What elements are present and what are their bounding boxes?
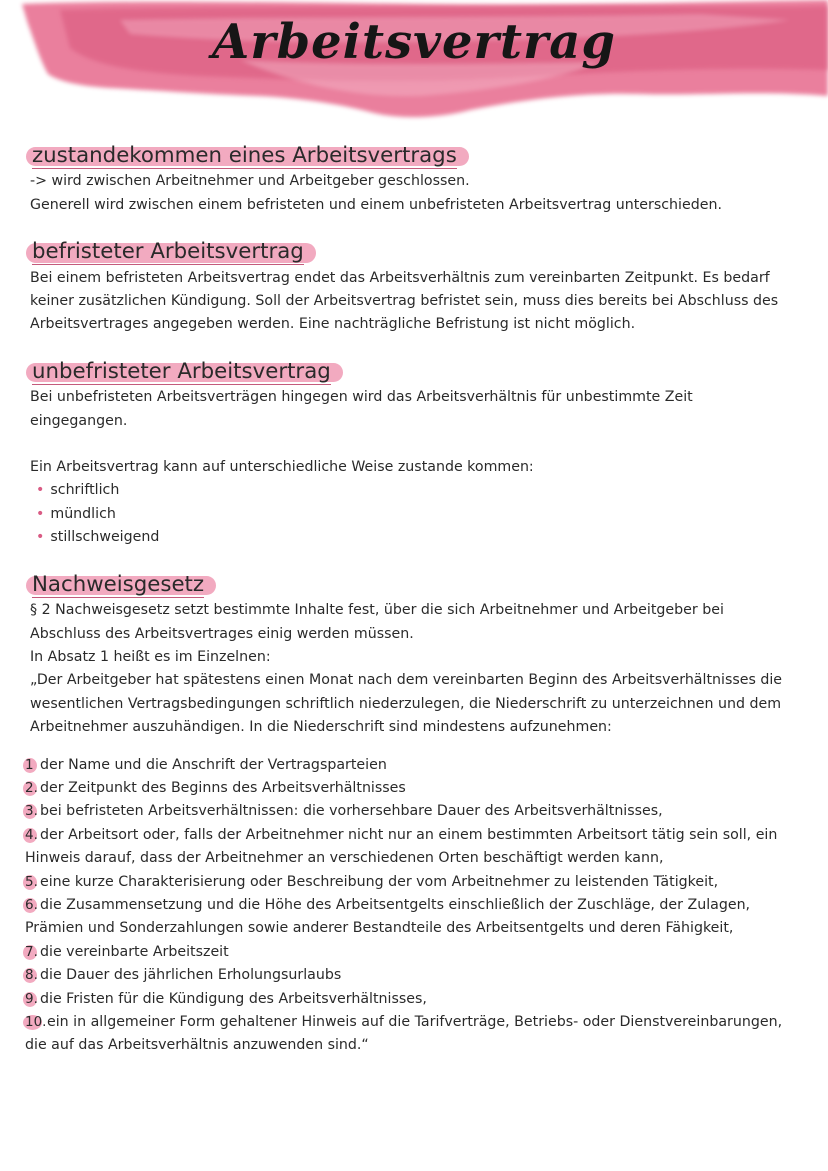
list-item: 9. die Fristen für die Kündigung des Arbeitsverhältnisses,: [25, 988, 790, 1011]
list-item: 3. bei befristeten Arbeitsverhältnissen: die vorhersehbare Dauer des Arbeitsverhältnisses,: [25, 800, 790, 823]
text-line: Arbeitnehmer auszuhändigen. In die Niederschrift sind mindestens aufzunehmen:: [30, 719, 612, 736]
text-line: Ein Arbeitsvertrag kann auf unterschiedliche Weise zustande kommen:: [30, 459, 534, 476]
section-zustandekommen: [30, 144, 790, 217]
item-number: 10.: [25, 1011, 46, 1034]
text-line: Arbeitsvertrages angegeben werden. Eine nachträgliche Befristung ist nicht möglich.: [30, 316, 636, 333]
list-item: 6. die Zusammensetzung und die Höhe des Arbeitsentgelts einschließlich der Zuschläge, der Zulagen,: [25, 894, 790, 917]
item-number: 3.: [25, 800, 38, 823]
provision-list: [25, 754, 790, 1058]
text-line: Abschluss des Arbeitsvertrages einig werden müssen.: [30, 625, 414, 642]
section-heading: Nachweisgesetz: [30, 573, 210, 596]
text-line: Bei einem befristeten Arbeitsvertrag endet das Arbeitsverhältnis zum vereinbarten Zeitpunkt. Es bedarf: [30, 269, 770, 286]
item-number: 6.: [25, 894, 38, 917]
section-formen: [30, 456, 790, 550]
page-title: Arbeitsvertrag: [212, 14, 616, 70]
list-item: 2. der Zeitpunkt des Beginns des Arbeitsverhältnisses: [25, 777, 790, 800]
text-line: Bei unbefristeten Arbeitsverträgen hingegen wird das Arbeitsverhältnis für unbestimmte Zeit eingegangen.: [30, 389, 693, 429]
list-item-continuation: Hinweis darauf, dass der Arbeitnehmer an verschiedenen Orten beschäftigt werden kann,: [25, 850, 664, 867]
section-heading: befristeter Arbeitsvertrag: [30, 240, 310, 263]
document-body: [25, 143, 790, 1081]
item-number: 7.: [25, 941, 38, 964]
section-heading: zustandekommen eines Arbeitsvertrags: [30, 144, 463, 167]
list-item: 1 der Name und die Anschrift der Vertragsparteien: [25, 754, 790, 777]
item-number: 1: [25, 754, 34, 777]
section-befristet: [30, 240, 790, 337]
form-list: [30, 479, 790, 549]
item-number: 8.: [25, 964, 38, 987]
list-item: 7. die vereinbarte Arbeitszeit: [25, 941, 790, 964]
list-item: • stillschweigend: [36, 526, 790, 549]
list-item-continuation: Prämien und Sonderzahlungen sowie anderer Bestandteile des Arbeitsentgelts und deren Fähigkeit,: [25, 920, 734, 937]
section-unbefristet: [30, 360, 790, 433]
list-item: 5. eine kurze Charakterisierung oder Beschreibung der vom Arbeitnehmer zu leistenden Tätigkeit,: [25, 871, 790, 894]
item-number: 9.: [25, 988, 38, 1011]
list-item-continuation: die auf das Arbeitsverhältnis anzuwenden sind.“: [25, 1037, 369, 1054]
text-line: „Der Arbeitgeber hat spätestens einen Monat nach dem vereinbarten Beginn des Arbeitsverhältnisses die: [30, 672, 783, 689]
item-number: 2.: [25, 777, 38, 800]
text-line: keiner zusätzlichen Kündigung. Soll der Arbeitsvertrag befristet sein, muss dies bereits bei Abschluss des: [30, 293, 779, 310]
item-number: 5.: [25, 871, 38, 894]
text-line: Generell wird zwischen einem befristeten und einem unbefristeten Arbeitsvertrag unterschieden.: [30, 196, 722, 213]
list-item: • mündlich: [36, 503, 790, 526]
section-heading: unbefristeter Arbeitsvertrag: [30, 360, 337, 383]
text-line: In Absatz 1 heißt es im Einzelnen:: [30, 648, 271, 665]
section-nachweisgesetz: [25, 571, 790, 1058]
text-line: wesentlichen Vertragsbedingungen schriftlich niederzulegen, die Niederschrift zu unterzeichnen und dem: [30, 695, 782, 712]
list-item: 10. ein in allgemeiner Form gehaltener Hinweis auf die Tarifverträge, Betriebs- oder Dienstvereinbarungen,: [25, 1011, 790, 1034]
text-line: § 2 Nachweisgesetz setzt bestimmte Inhalte fest, über die sich Arbeitnehmer und Arbeitgeber bei: [30, 602, 724, 619]
list-item: 4. der Arbeitsort oder, falls der Arbeitnehmer nicht nur an einem bestimmten Arbeitsort tätig sein soll, ein: [25, 824, 790, 847]
list-item: 8. die Dauer des jährlichen Erholungsurlaubs: [25, 964, 790, 987]
item-number: 4.: [25, 824, 38, 847]
text-line: -> wird zwischen Arbeitnehmer und Arbeitgeber geschlossen.: [30, 173, 470, 190]
list-item: • schriftlich: [36, 479, 790, 502]
